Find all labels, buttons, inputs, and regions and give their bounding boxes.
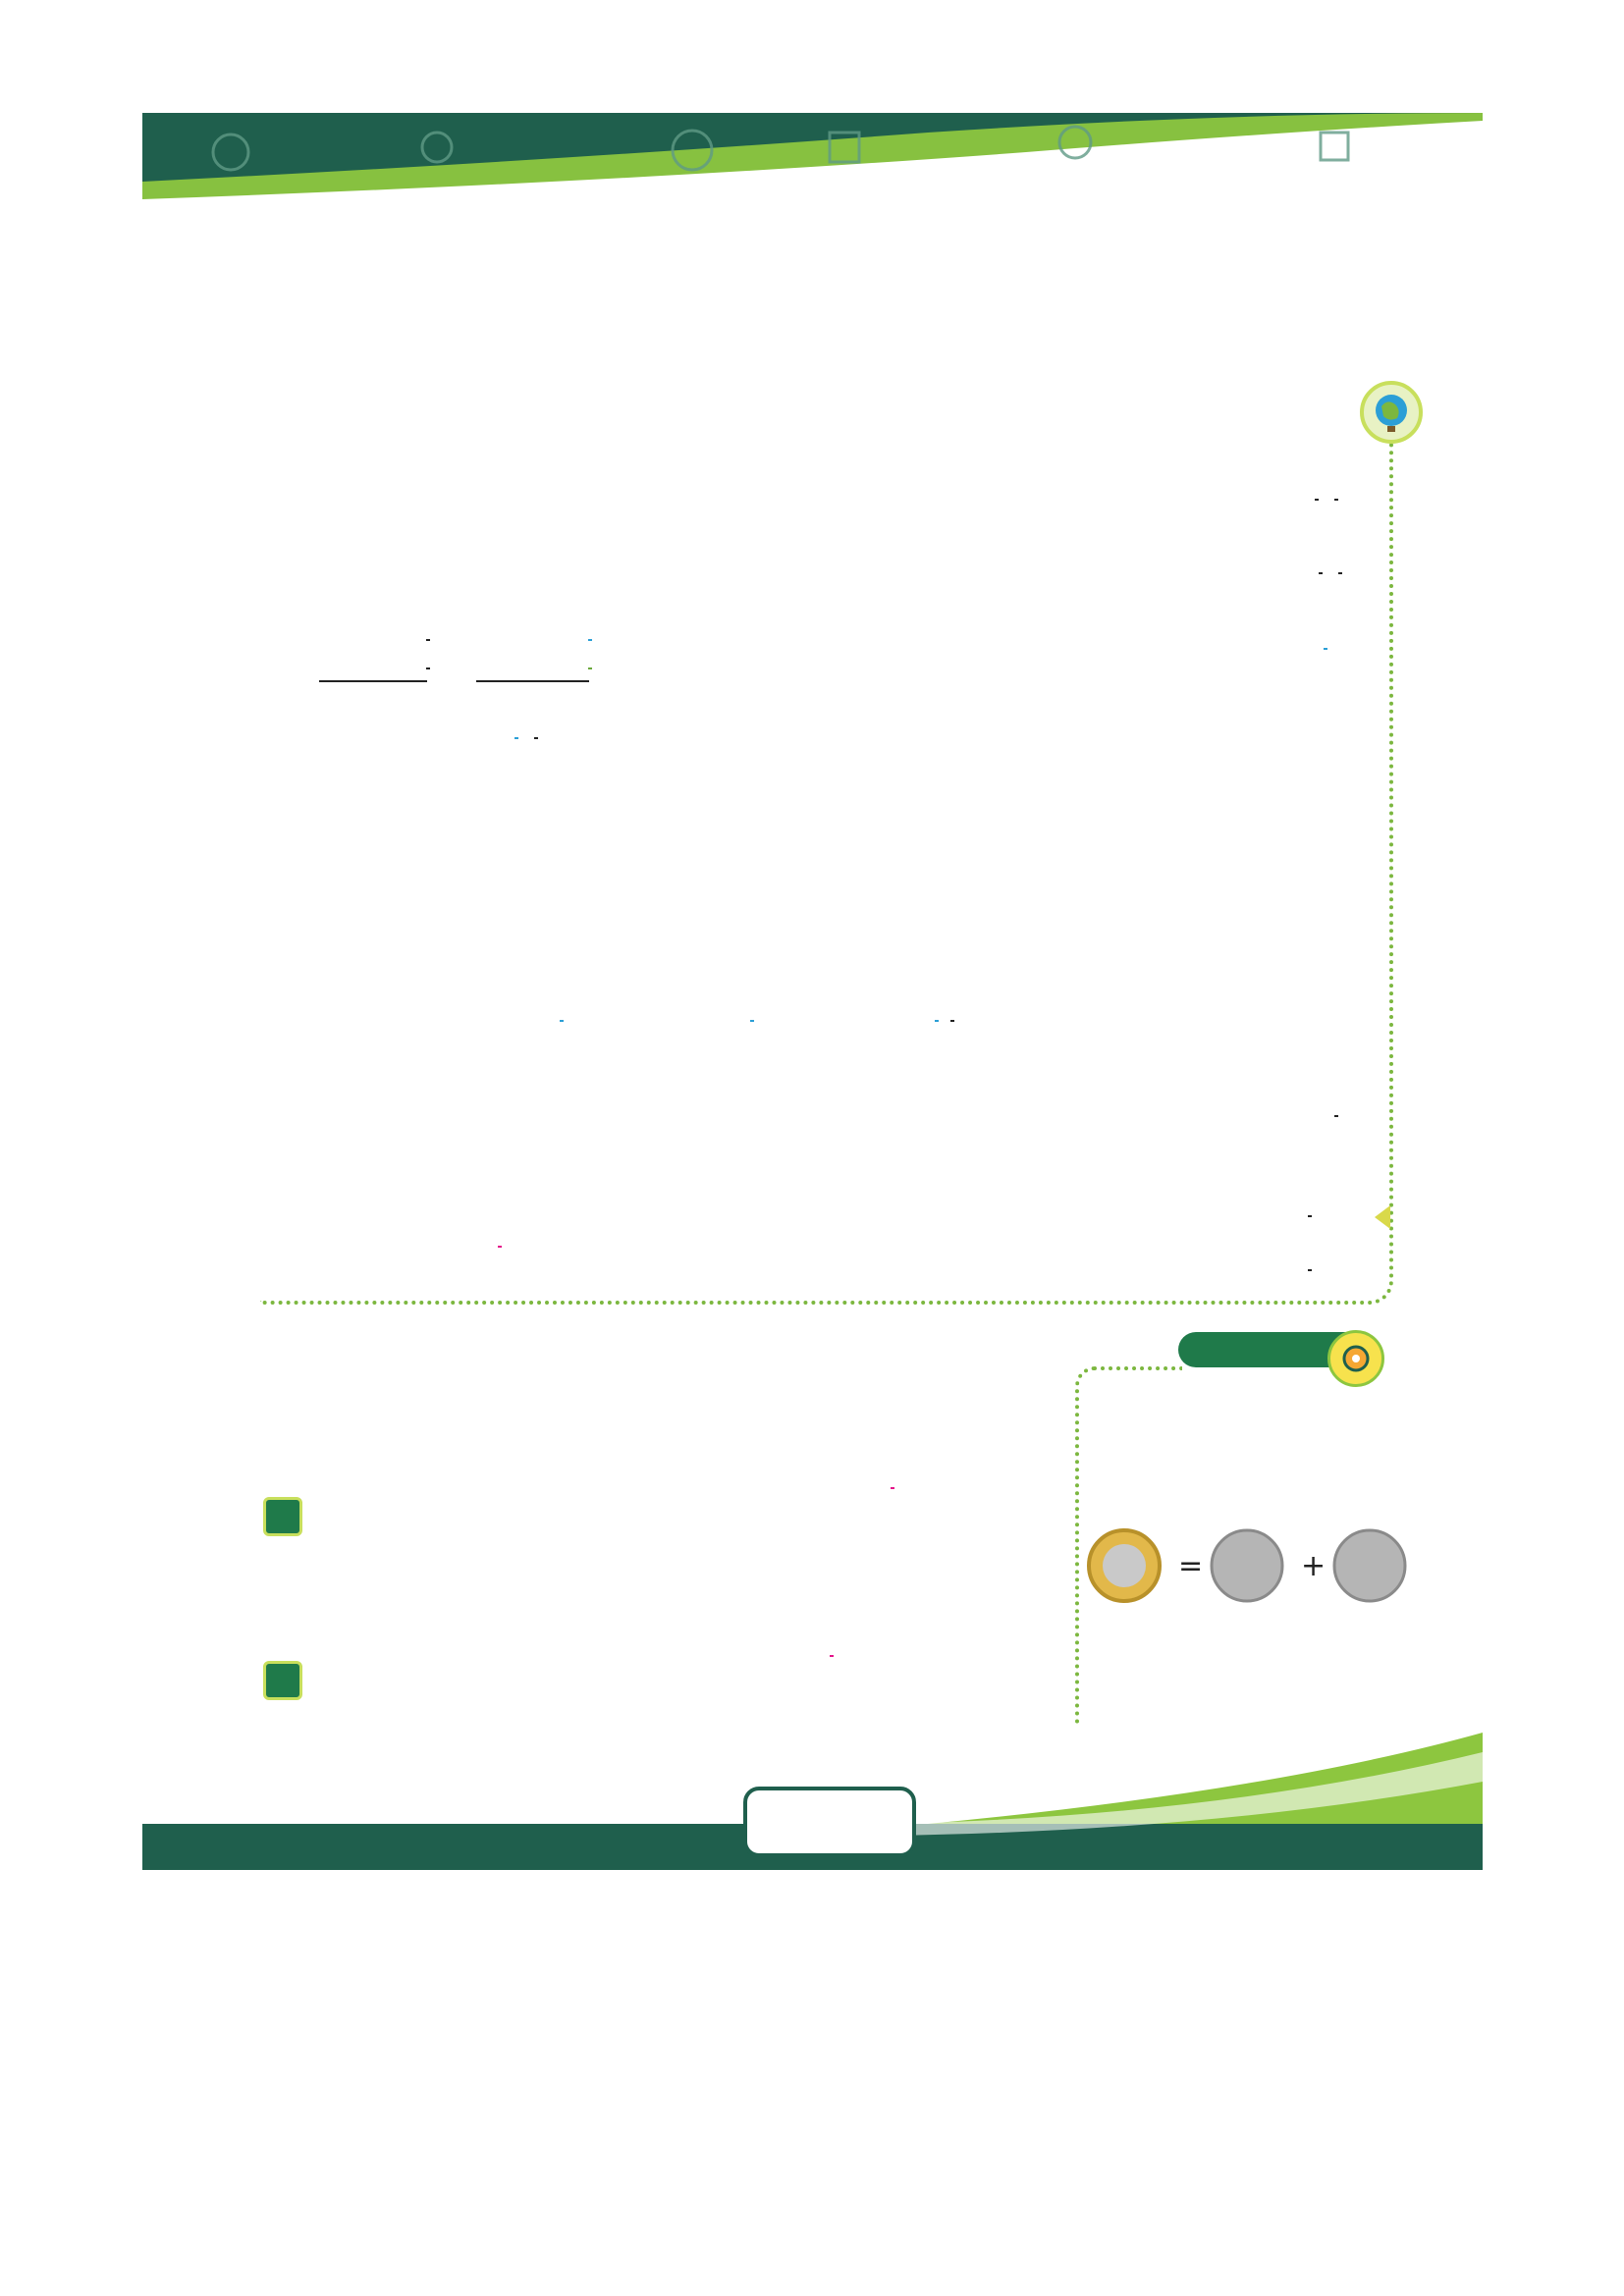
header-banner [142, 113, 1483, 214]
coins-illustration [1085, 1526, 1424, 1605]
gear-icon [1327, 1330, 1384, 1387]
svg-text:+: + [1301, 1549, 1326, 1583]
example-frame [260, 393, 1393, 1305]
step-1 [1322, 636, 1329, 660]
item-number-2 [263, 1661, 302, 1700]
item-1-answer [889, 1472, 896, 1502]
vertical-sum-result [513, 736, 540, 740]
model-label-result [933, 1019, 956, 1023]
svg-text:=: = [1178, 1549, 1204, 1583]
bracelet-mass [1313, 498, 1325, 502]
conclusion-line [1332, 1097, 1344, 1122]
find-line [1317, 555, 1344, 579]
practice-badge [1178, 1330, 1384, 1409]
ring-mass [1332, 498, 1344, 502]
check-line-2 [1306, 1252, 1318, 1275]
header-banner-art [142, 113, 1483, 214]
globe-icon [1360, 381, 1423, 444]
item-2-answer [828, 1654, 836, 1658]
vertical-sum-equivalent [476, 618, 594, 682]
check-marker [1375, 1205, 1390, 1229]
coin-icons [1085, 1526, 1424, 1605]
item-number-1 [263, 1497, 302, 1536]
problem-line [1313, 481, 1344, 506]
check-line-1 [1306, 1198, 1318, 1221]
practice-badge-bg [1178, 1332, 1345, 1367]
model-label-a [558, 1019, 566, 1023]
find-expression [1317, 571, 1344, 575]
model-label-b [748, 1019, 756, 1023]
page-number [743, 1787, 916, 1857]
check-answer [496, 1245, 504, 1249]
vertical-sum-original [319, 618, 432, 682]
